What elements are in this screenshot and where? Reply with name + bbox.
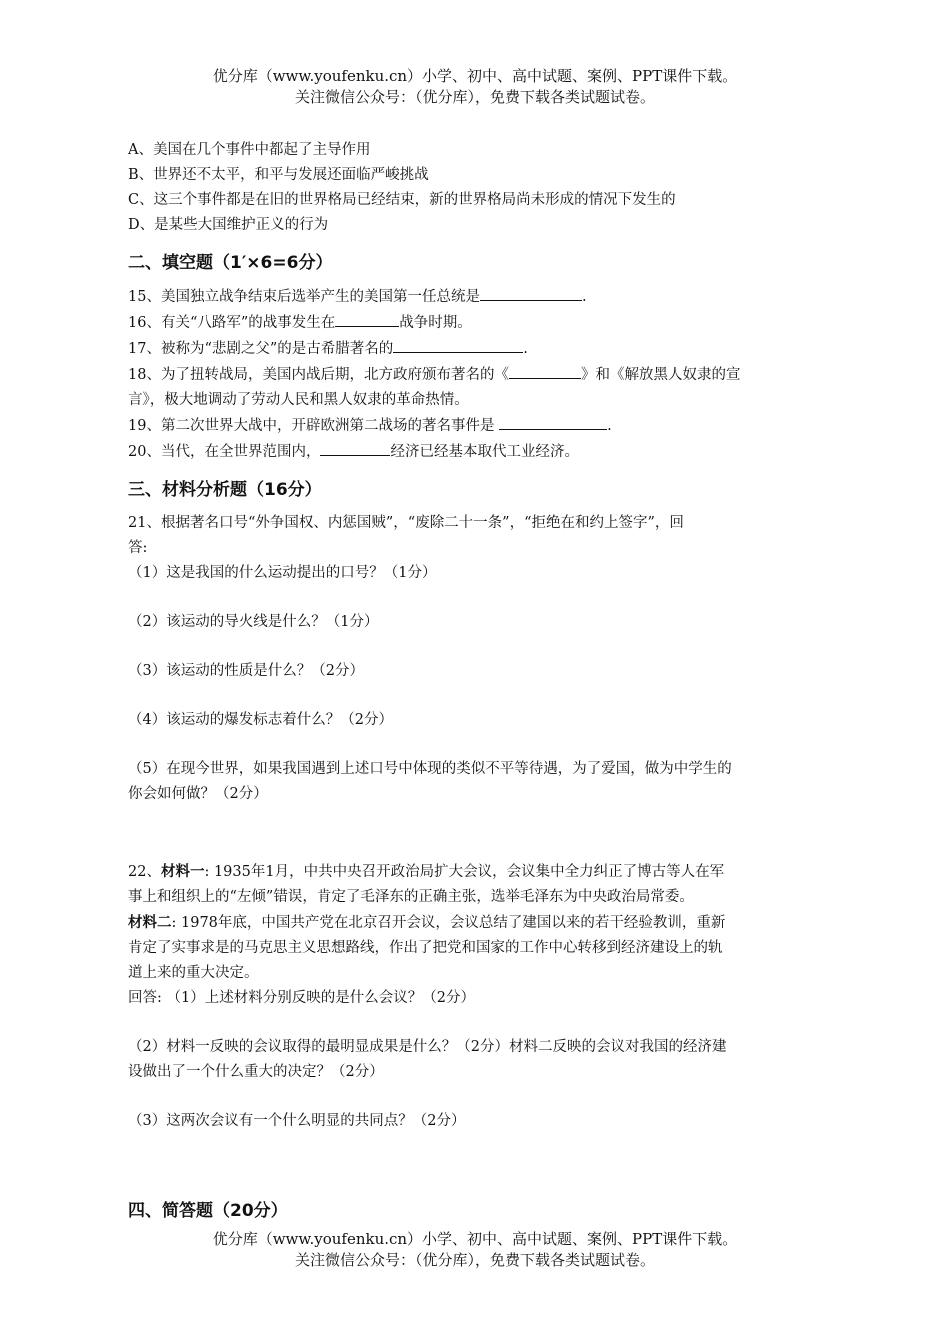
footer-line-1: 优分库（www.youfenku.cn）小学、初中、高中试题、案例、PPT课件下载。 — [212, 1230, 738, 1248]
answer-blank[interactable] — [509, 362, 581, 379]
option-c: C、这三个事件都是在旧的世界格局已经结束，新的世界格局尚未形成的情况下发生的 — [128, 192, 676, 208]
question-21-sub-2: （2）该运动的导火线是什么？（1分） — [128, 614, 379, 630]
material-2-continued-2: 道上来的重大决定。 — [128, 965, 259, 981]
page-header — [0, 66, 950, 108]
question-21-sub-5-continued: 你会如何做？（2分） — [128, 786, 268, 802]
fill-in-questions — [128, 284, 828, 465]
question-21-prompt-continued: 答: — [128, 540, 148, 556]
question-17: 17、被称为“悲剧之父”的是古希腊著名的 . — [128, 336, 828, 362]
answer-blank[interactable] — [480, 284, 582, 301]
question-15: 15、美国独立战争结束后选举产生的美国第一任总统是 . — [128, 284, 828, 310]
question-19: 19、第二次世界大战中，开辟欧洲第二战场的著名事件是 . — [128, 413, 828, 439]
footer-line-2: 关注微信公众号：（优分库），免费下载各类试题试卷。 — [294, 1251, 655, 1269]
option-a: A、美国在几个事件中都起了主导作用 — [128, 142, 371, 158]
question-18-continued: 言》，极大地调动了劳动人民和黑人奴隶的革命热情。 — [128, 392, 469, 408]
section-4-title: 四、简答题（20分） — [128, 1201, 288, 1221]
question-22-sub-2: （2）材料一反映的会议取得的最明显成果是什么？（2分）材料二反映的会议对我国的经济建 — [128, 1039, 727, 1055]
answer-blank[interactable] — [393, 336, 523, 353]
question-20: 20、当代，在全世界范围内， 经济已经基本取代工业经济。 — [128, 439, 828, 465]
section-3-title: 三、材料分析题（16分） — [128, 480, 322, 500]
question-21 — [128, 511, 828, 807]
answer-blank[interactable] — [335, 310, 399, 327]
question-22-sub-2-continued: 设做出了一个什么重大的决定？（2分） — [128, 1064, 384, 1080]
question-22-sub-1: 回答: （1）上述材料分别反映的是什么会议？（2分） — [128, 990, 475, 1006]
question-21-sub-3: （3）该运动的性质是什么？（2分） — [128, 663, 364, 679]
question-21-prompt: 21、根据著名口号“外争国权、内惩国贼”，“废除二十一条”，“拒绝在和约上签字”，回 — [128, 515, 684, 531]
material-2: 材料二: 1978年底，中国共产党在北京召开会议，会议总结了建国以来的若干经验教训，重新 — [128, 914, 726, 931]
question-22-sub-3: （3）这两次会议有一个什么明显的共同点？（2分） — [128, 1113, 466, 1129]
question-18: 18、为了扭转战局，美国内战后期，北方政府颁布著名的《 》和《解放黑人奴隶的宣 — [128, 362, 828, 388]
material-1: 22、材料一: 1935年1月，中共中央召开政治局扩大会议，会议集中全力纠正了博古等人在军 — [128, 863, 725, 880]
exam-body — [128, 138, 828, 1232]
option-d: D、是某些大国维护正义的行为 — [128, 217, 329, 233]
page-footer — [0, 1229, 950, 1271]
material-2-continued: 肯定了实事求是的马克思主义思想路线，作出了把党和国家的工作中心转移到经济建设上的轨 — [128, 940, 723, 956]
option-b: B、世界还不太平，和平与发展还面临严峻挑战 — [128, 167, 429, 183]
question-21-sub-4: （4）该运动的爆发标志着什么？（2分） — [128, 712, 393, 728]
question-21-sub-5: （5）在现今世界，如果我国遇到上述口号中体现的类似不平等待遇，为了爱国，做为中学生的 — [128, 761, 732, 777]
answer-blank[interactable] — [320, 439, 390, 456]
question-16: 16、有关“八路军”的战事发生在 战争时期。 — [128, 310, 828, 336]
material-1-continued: 事上和组织上的“左倾”错误，肯定了毛泽东的正确主张，选举毛泽东为中央政治局常委。 — [128, 889, 694, 905]
question-21-sub-1: （1）这是我国的什么运动提出的口号？（1分） — [128, 565, 437, 581]
header-line-1: 优分库（www.youfenku.cn）小学、初中、高中试题、案例、PPT课件下载。 — [212, 67, 738, 85]
choice-options — [128, 138, 828, 238]
header-line-2: 关注微信公众号：（优分库），免费下载各类试题试卷。 — [294, 88, 655, 106]
answer-blank[interactable] — [499, 413, 607, 430]
section-2-title: 二、填空题（1′×6=6分） — [128, 253, 333, 273]
question-22 — [128, 859, 828, 1134]
